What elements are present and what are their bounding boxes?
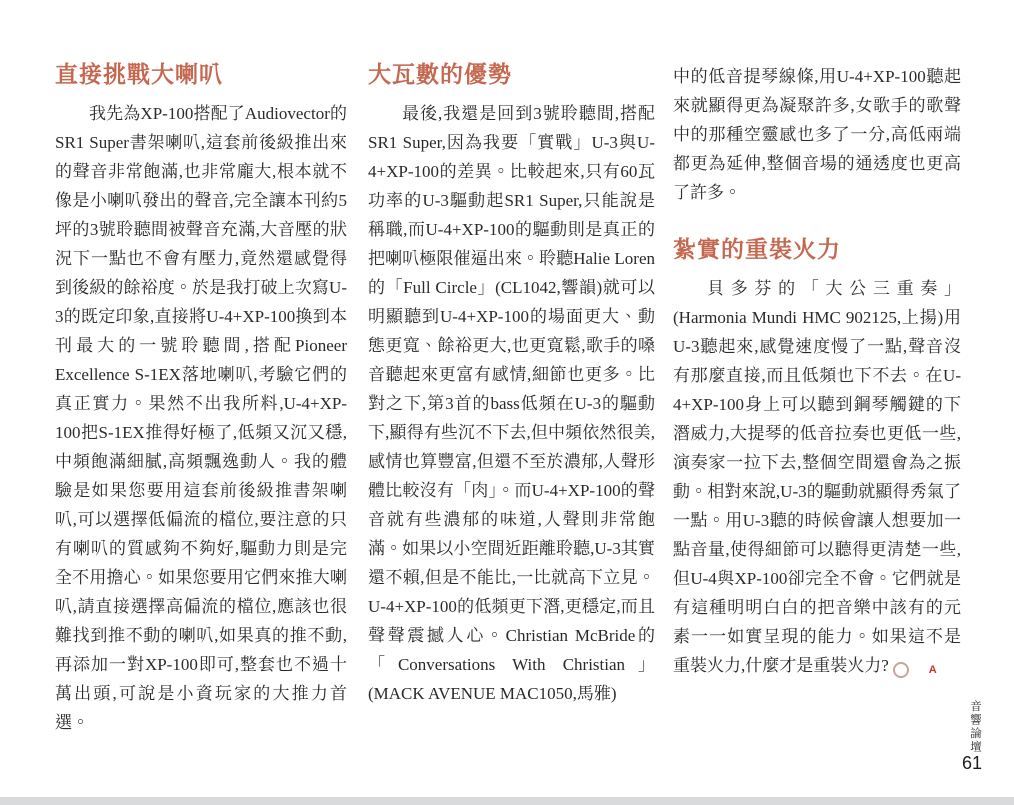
final-paragraph-text: 貝多芬的「大公三重奏」(Harmonia Mundi HMC 902125,上揚)用U-3聽起來,感覺速度慢了一點,聲音沒有那麼直接,而且低頻也下不去。在U-4+XP-100身上可以聽到鋼琴觸鍵的下潛威力,大提琴的低音拉奏也更低一些,演奏家一拉下去,整個空間還會為之振動。相對來說,U-3的驅動就顯得秀氣了一點。用U-3聽的時候會讓人想要加一點音量,使得細節可以聽得更清楚一些,但U-4與XP-100卻完全不會。它們就是有這種明明白白的把音樂中該有的元素一一如實呈現的能力。如果這不是重裝火力,什麼才是重裝火力? [673,279,961,675]
column-1 [55,62,347,737]
magazine-spine-title: 音響論壇 [969,700,981,754]
page-number: 61 [962,753,983,773]
body-paragraph-final [673,274,961,680]
section-heading-challenge-big-speakers: 直接挑戰大喇叭 [55,61,223,87]
end-of-article-logo-icon: A [893,662,909,678]
body-paragraph-continued: 中的低音提琴線條,用U-4+XP-100聽起來就顯得更為凝聚許多,女歌手的歌聲中的那種空靈感也多了一分,高低兩端都更為延伸,整個音場的通透度也更高了許多。 [673,67,961,202]
column-3 [673,62,961,680]
page-bottom-edge [0,797,1014,805]
column-2 [368,62,655,708]
section-heading-solid-heavy-firepower: 紮實的重裝火力 [673,236,841,262]
section-heading-high-wattage-advantage: 大瓦數的優勢 [368,61,512,87]
body-paragraph: 最後,我還是回到3號聆聽間,搭配SR1 Super,因為我要「實戰」U-3與U-4+XP-100的差異。比較起來,只有60瓦功率的U-3驅動起SR1 Super,只能說是稱職,而U-4+XP-100的驅動則是真正的把喇叭極限催逼出來。聆聽Halie Loren的「Full Circle」(CL1042,響韻)就可以明顯聽到U-4+XP-100的場面更大、動態更寬、餘裕更大,也更寬鬆,歌手的嗓音聽起來更富有感情,細節也更多。比對之下,第3首的bass低頻在U-3的驅動下,顯得有些沉不下去,但中頻依然很美,感情也算豐富,但還不至於濃郁,人聲形體比較沒有「肉」。而U-4+XP-100的聲音就有些濃郁的味道,人聲則非常飽滿。如果以小空間近距離聆聽,U-3其實還不賴,但是不能比,一比就高下立見。U-4+XP-100的低頻更下潛,更穩定,而且聲聲震撼人心。Christian McBride的「Conversations With Christian」(MACK AVENUE MAC1050,馬雅) [368,104,655,703]
body-paragraph: 我先為XP-100搭配了Audiovector的SR1 Super書架喇叭,這套前後級推出來的聲音非常飽滿,也非常龐大,根本就不像是小喇叭發出的聲音,完全讓本刊約5坪的3號聆聽間被聲音充滿,大音壓的狀況下一點也不會有壓力,竟然還感覺得到後級的餘裕度。於是我打破上次寫U-3的既定印象,直接將U-4+XP-100換到本刊最大的一號聆聽間,搭配Pioneer Excellence S-1EX落地喇叭,考驗它們的真正實力。果然不出我所料,U-4+XP-100把S-1EX推得好極了,低頻又沉又穩,中頻飽滿細膩,高頻飄逸動人。我的體驗是如果您要用這套前後級推書架喇叭,可以選擇低偏流的檔位,要注意的只有喇叭的質感夠不夠好,驅動力則是完全不用擔心。如果您要用它們來推大喇叭,請直接選擇高偏流的檔位,應該也很難找到推不動的喇叭,如果真的推不動,再添加一對XP-100即可,整套也不過十萬出頭,可說是小資玩家的大推力首選。 [55,104,347,732]
